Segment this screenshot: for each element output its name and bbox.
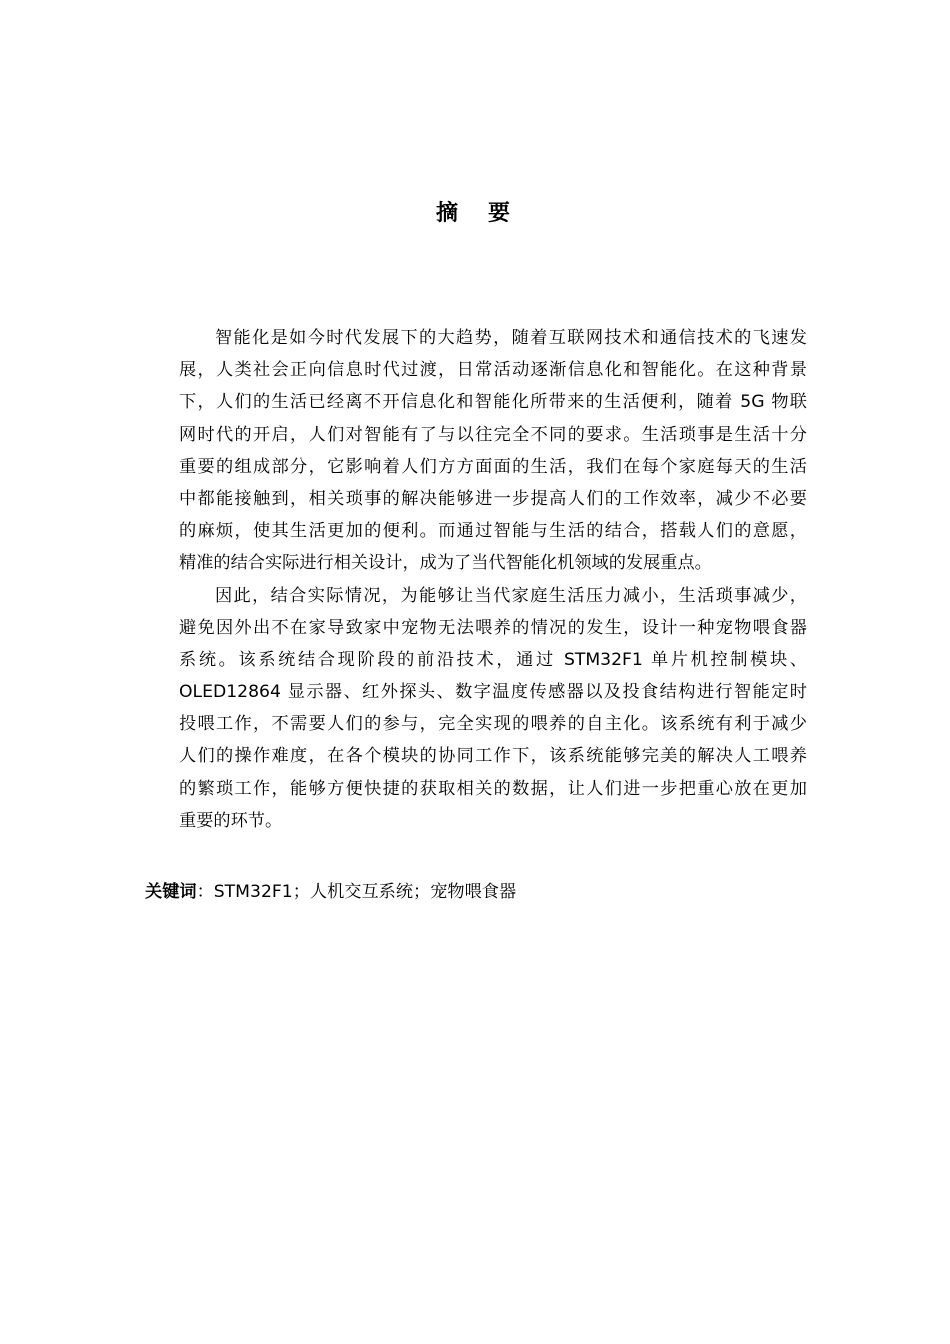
paragraph-line: 系统。该系统结合现阶段的前沿技术，通过 STM32F1 单片机控制模块、 bbox=[179, 649, 807, 670]
paragraph-line: 避免因外出不在家导致家中宠物无法喂养的情况的发生，设计一种宠物喂食器 bbox=[179, 617, 807, 638]
paragraph-line: OLED12864 显示器、红外探头、数字温度传感器以及投食结构进行智能定时 bbox=[179, 682, 807, 703]
paragraph-1 bbox=[145, 322, 807, 580]
paragraph-line: 中都能接触到，相关琐事的解决能够进一步提高人们的工作效率，减少不必要 bbox=[179, 488, 807, 509]
title-char-2: 要 bbox=[488, 201, 515, 226]
keywords-label: 关键词 bbox=[145, 882, 197, 902]
paragraph-line: 重要的环节。 bbox=[179, 810, 283, 831]
paragraph-line: 投喂工作，不需要人们的参与，完全实现的喂养的自主化。该系统有利于减少 bbox=[179, 714, 807, 735]
paragraph-2 bbox=[145, 580, 807, 838]
keywords-line bbox=[145, 876, 516, 908]
paragraph-line: 下，人们的生活已经离不开信息化和智能化所带来的生活便利，随着 5G 物联 bbox=[179, 392, 807, 413]
paragraph-line: 展，人类社会正向信息时代过渡，日常活动逐渐信息化和智能化。在这种背景 bbox=[179, 360, 807, 381]
paragraph-line: 智能化是如今时代发展下的大趋势，随着互联网技术和通信技术的飞速发 bbox=[215, 328, 807, 348]
abstract-title bbox=[0, 196, 950, 232]
paragraph-line: 精准的结合实际进行相关设计，成为了当代智能化机领域的发展重点。 bbox=[179, 553, 712, 574]
paragraph-line: 人们的操作难度，在各个模块的协同工作下，该系统能够完美的解决人工喂养 bbox=[179, 746, 807, 767]
abstract-body bbox=[145, 322, 807, 837]
title-char-1: 摘 bbox=[435, 201, 462, 226]
paragraph-line: 的麻烦，使其生活更加的便利。而通过智能与生活的结合，搭载人们的意愿， bbox=[179, 521, 807, 542]
paragraph-line: 因此，结合实际情况，为能够让当代家庭生活压力减小，生活琐事减少， bbox=[215, 585, 807, 606]
keywords-text: ：STM32F1；人机交互系统；宠物喂食器 bbox=[196, 882, 517, 902]
paragraph-line: 重要的组成部分，它影响着人们方方面面的生活，我们在每个家庭每天的生活 bbox=[179, 456, 807, 477]
paragraph-line: 的繁琐工作，能够方便快捷的获取相关的数据，让人们进一步把重心放在更加 bbox=[179, 778, 807, 799]
paragraph-line: 网时代的开启，人们对智能有了与以往完全不同的要求。生活琐事是生活十分 bbox=[179, 424, 807, 445]
